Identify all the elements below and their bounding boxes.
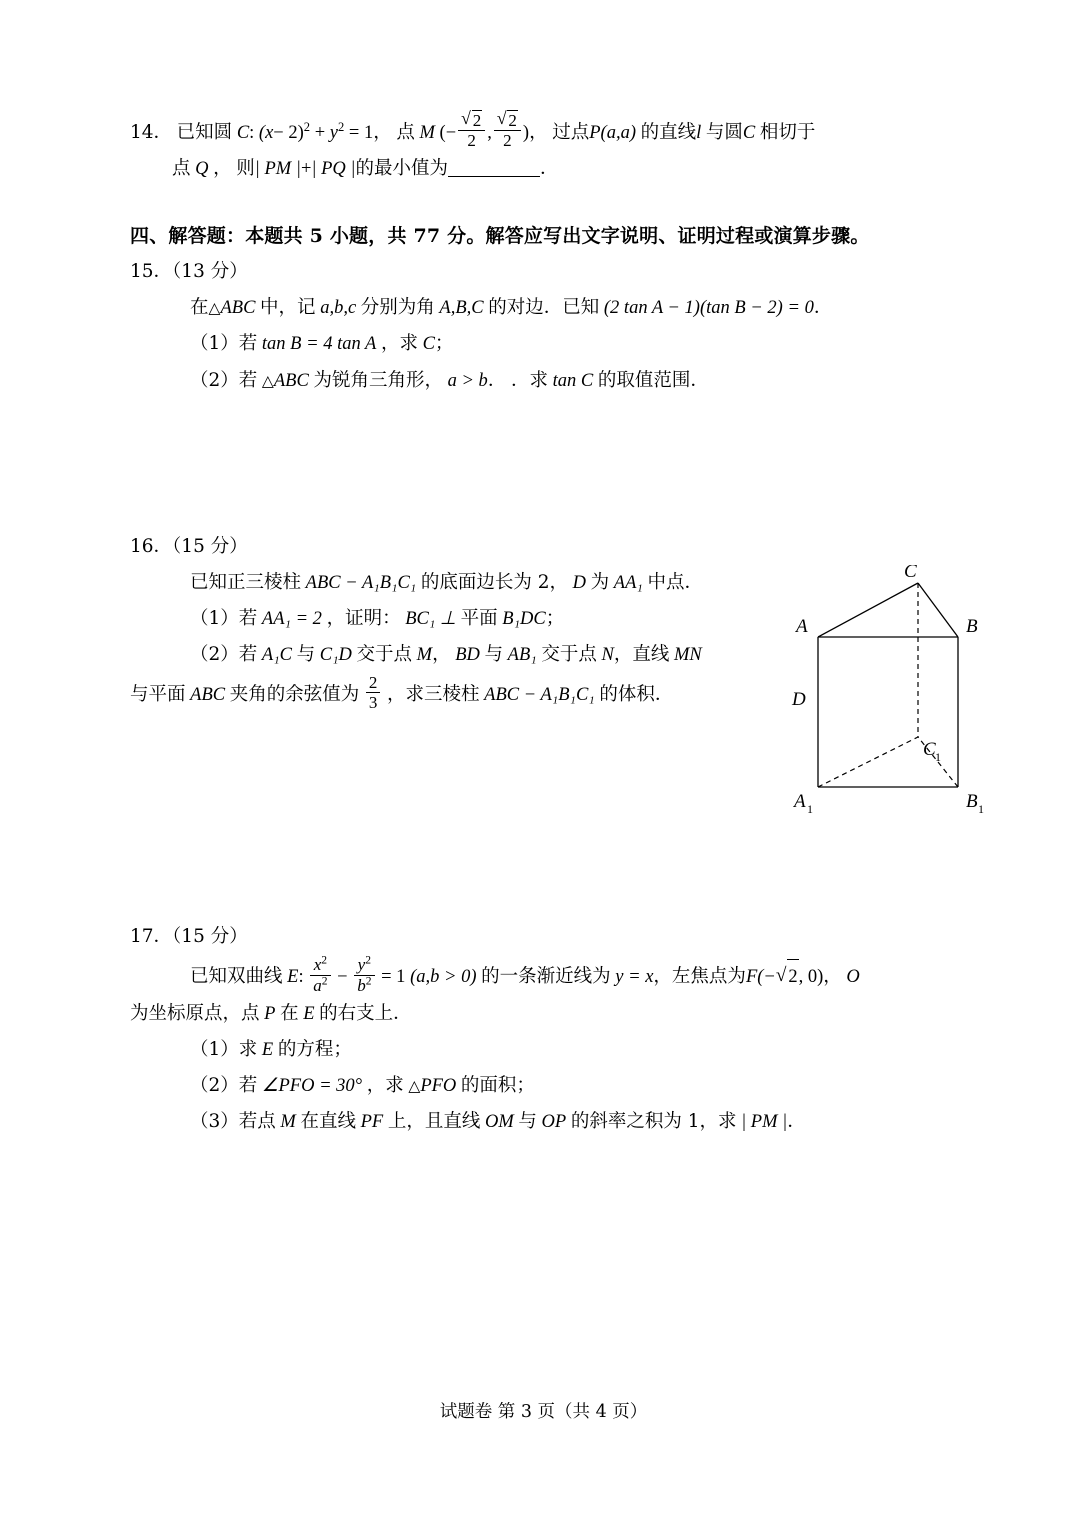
- work-space-15: [130, 399, 960, 529]
- question-15-score: （13 分）: [172, 261, 248, 283]
- question-16-line-1: 已知正三棱柱 ABC − A₁B₁C₁ 的底面边长为 2， D 为 AA₁ 中点．: [190, 571, 703, 593]
- question-16-score: （15 分）: [172, 535, 248, 557]
- page-footer: 试题卷 第 3 页（共 4 页）: [439, 1402, 648, 1422]
- question-16-header: [130, 529, 960, 565]
- question-15-line-3: （2）若 △ ABC 为锐角三角形， a > b． ．求 tan C 的取值范围．: [190, 363, 960, 399]
- section-4-heading: 四、解答题：本题共 5 小题，共 77 分。解答应写出文字说明、证明过程或演算步骤。: [130, 225, 870, 248]
- question-17-line-4: （2）若 ∠PFO = 30° ，求 △ PFO 的面积；: [190, 1068, 960, 1104]
- question-16-line-4: 与平面 ABC 夹角的余弦值为 $\frac{2}{3}$ ，求三棱柱 ABC − A₁B₁C₁ 的体积．: [130, 673, 674, 713]
- svg-text:B: B: [966, 791, 978, 812]
- svg-text:A: A: [794, 791, 806, 812]
- question-15-line-2: （1）若 tan B = 4 tan A ，求 C；: [190, 333, 454, 355]
- question-14-line-1: 14． 已知圆 C: $(x- 2)^2 + y^2 = 1$， 点 M (− √ $\frac{2}{2}$ , √ $\frac{2}{2}$ )， 过点P(a,a) 的直线l 与圆C 相切于: [130, 110, 960, 151]
- svg-text:C: C: [923, 739, 936, 760]
- question-17-line-5: （3）若点 M 在直线 PF 上，且直线 OM 与 OP 的斜率之积为 1，求 | PM |．: [190, 1110, 806, 1132]
- question-14-line-2: 点 Q ， 则| PM |+| PQ |的最小值为 ．: [172, 158, 559, 180]
- svg-text:C: C: [904, 565, 917, 582]
- svg-text:A: A: [796, 616, 808, 637]
- svg-text:D: D: [792, 689, 806, 710]
- question-16-number: 16．: [130, 535, 173, 557]
- question-17-line-1: 已知双曲线 E: $\frac{x^2}{a^2}$ − $\frac{y^2}{b^2}$ = 1 (a,b > 0) 的一条渐近线为 y = x，左焦点为F(− √ 2, 0)， O: [190, 955, 960, 995]
- question-16-figure: [778, 565, 1038, 835]
- svg-text:1: 1: [978, 802, 984, 816]
- question-16-line-3: （2）若 A₁C 与 C₁D 交于点 M， BD 与 AB₁ 交于点 N，直线 MN: [190, 644, 702, 666]
- question-15-header: [130, 254, 960, 290]
- question-17-score: （15 分）: [172, 926, 248, 948]
- svg-text:B: B: [966, 616, 978, 637]
- question-17-header: [130, 919, 960, 955]
- answer-blank-14[interactable]: [448, 157, 540, 177]
- question-15-number: 15．: [130, 261, 173, 283]
- svg-text:1: 1: [807, 802, 813, 816]
- question-17-number: 17．: [130, 926, 173, 948]
- triangular-prism-diagram: [778, 565, 1038, 835]
- svg-text:1: 1: [935, 750, 941, 764]
- question-14-number: 14．: [130, 121, 173, 143]
- question-15-line-1: 在 △ ABC 中，记 a,b,c 分别为角 A,B,C 的对边．已知 (2 tan A − 1)(tan B − 2) = 0．: [190, 290, 960, 326]
- question-16-line-2: （1）若 AA₁ = 2 ，证明： BC₁ ⊥ 平面 B₁DC；: [190, 608, 565, 630]
- question-17-line-3: （1）求 E 的方程；: [190, 1038, 352, 1060]
- question-17-line-2: 为坐标原点，点 P 在 E 的右支上．: [130, 1002, 412, 1024]
